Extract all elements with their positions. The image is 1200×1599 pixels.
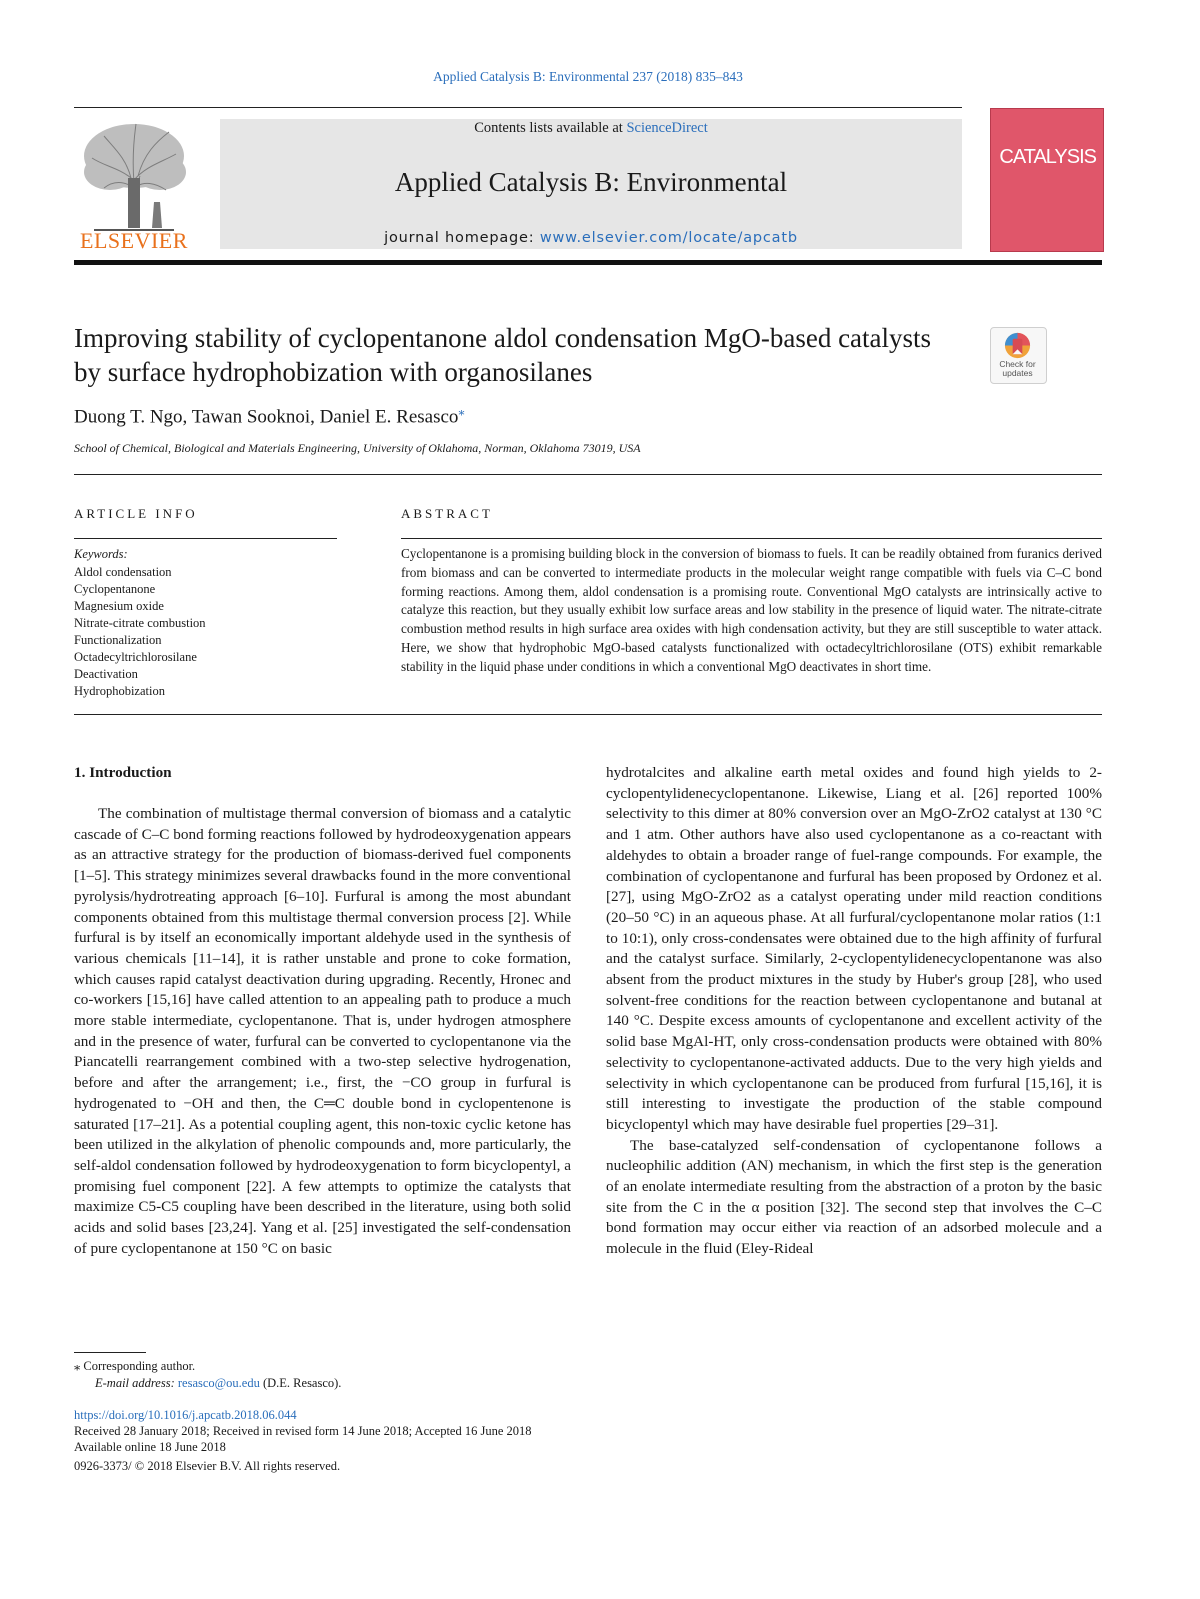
header-bottom-rule: [74, 260, 1102, 265]
corresponding-author-link[interactable]: ⁎: [458, 404, 465, 418]
email-note: [95, 1376, 341, 1391]
affiliation: School of Chemical, Biological and Materials Engineering, University of Oklahoma, Norman, Oklahoma 73019, USA: [74, 441, 641, 455]
article-info-heading: ARTICLE INFO: [74, 506, 198, 521]
keywords-list: [74, 564, 206, 700]
available-online-date: Available online 18 June 2018: [74, 1439, 226, 1454]
keyword: Cyclopentanone: [74, 582, 156, 596]
contents-prefix: Contents lists available at: [474, 120, 627, 136]
check-for-updates-label: Check for updates: [999, 359, 1036, 378]
keyword: Hydrophobization: [74, 684, 165, 698]
copyright-notice: 0926-3373/ © 2018 Elsevier B.V. All rights reserved.: [74, 1459, 341, 1473]
homepage-link[interactable]: www.elsevier.com/locate/apcatb: [539, 230, 798, 246]
article-title: Improving stability of cyclopentanone aldol condensation MgO-based catalysts by surface hydrophobization with organosilanes: [74, 323, 932, 387]
doi-link[interactable]: https://doi.org/10.1016/j.apcatb.2018.06.044: [74, 1408, 297, 1422]
body-paragraph: The combination of multistage thermal conversion of biomass and a catalytic cascade of C–C bond forming reactions followed by hydrodeoxygenation appears as an attractive strategy for the production of biomass-derived fuel components [1–5]. This strategy minimizes several drawbacks found in the more conventional pyrolysis/hydrotreating approach [6–10]. Furfural is among the most abundant components obtained from this multistage thermal conversion process [2]. While furfural is by itself an economically important aldehyde used in the synthesis of various chemicals [11–14], it is rather unstable and prone to coke formation, which causes rapid catalyst deactivation during upgrading. Recently, Hronec and co-workers [15,16] have called attention to an appealing path to produce a much more stable intermediate, cyclopentanone. That is, under hydrogen atmosphere and in the presence of water, furfural can be converted to cyclopentanone via the Piancatelli rearrangement combined with a two-step selective hydrogenation, before and after the arrangement; i.e., first, the −CO group in furfural is hydrogenated to −OH and then, the C═C double bond in cyclopentenone is saturated [17–21]. As a potential coupling agent, this non-toxic cyclic ketone has been utilized in the alkylation of phenolic compounds and, more particularly, the self-aldol condensation followed by hydrodeoxygenation to form bicyclopentyl, a promising fuel component [22]. A few attempts to optimize the catalysts that maximize C5-C5 coupling have been described in the literature, using both solid acids and solid bases [23,24]. Yang et al. [25] investigated the self-condensation of pure cyclopentanone at 150 °C on basic: [74, 805, 571, 1257]
divider: [74, 714, 1102, 715]
journal-cover-thumbnail[interactable]: [990, 108, 1104, 252]
email-owner: (D.E. Resasco).: [259, 1376, 342, 1390]
divider: [401, 538, 1102, 539]
corresponding-author-note: ⁎ Corresponding author.: [74, 1359, 196, 1373]
keyword: Octadecyltrichlorosilane: [74, 650, 197, 664]
sciencedirect-link[interactable]: ScienceDirect: [626, 120, 708, 136]
keyword: Magnesium oxide: [74, 599, 164, 613]
section-heading-introduction: 1. Introduction: [74, 764, 172, 781]
keyword: Aldol condensation: [74, 565, 172, 579]
abstract-heading: ABSTRACT: [401, 506, 493, 521]
email-link[interactable]: resasco@ou.edu: [177, 1376, 260, 1390]
journal-citation[interactable]: Applied Catalysis B: Environmental 237 (2018) 835–843: [433, 69, 743, 84]
body-column-left: [74, 804, 571, 1259]
body-paragraph: The base-catalyzed self-condensation of cyclopentanone follows a nucleophilic addition (AN) mechanism, in which the first step is the generation of an enolate intermediate resulting from the abstraction of a proton by the basic site from the C in the α position [32]. The second step that involves the C–C bond formation may occur either via reaction of an adsorbed molecule and a molecule in the fluid (Eley-Rideal: [606, 1136, 1102, 1258]
homepage-line: [220, 230, 962, 246]
body-paragraph: hydrotalcites and alkaline earth metal oxides and found high yields to 2-cyclopentylidenecyclopentanone. Likewise, Liang et al. [26] reported 100% selectivity to this dimer at 80% conversion over an MgO-ZrO2 catalyst at 130 °C and 1 atm. Other authors have also used cyclopentanone as a co-reactant with aldehydes to obtain a broader range of fuel-range compounds. For example, the combination of cyclopentanone and furfural has been proposed by Ordonez et al. [27], using MgO-ZrO2 as a catalyst operating under mild reaction conditions (20–50 °C) in an aqueous phase. At all furfural/cyclopentanone molar ratios (1:1 to 10:1), only cross-condensates were obtained due to the high affinity of furfural and the catalyst surface. Similarly, 2-cyclopentylidenecyclopentanone was also absent from the product mixtures in the study by Huber's group [28], who used solvent-free conditions for the reaction between cyclopentanone and butanal at 140 °C. Despite excess amounts of cyclopentanone and excellent activity of the solid base MgAl-HT, only cross-condensation products were obtained with 80% selectivity to cyclopentanone-activated adducts. Due to the very high yields and selectivity in which cyclopentanone can be produced from furfural [15,16], it is still interesting to investigate the production of the stable compound bicyclopentyl which may have desirable fuel properties [29–31].: [606, 764, 1102, 1133]
crossmark-icon: [1003, 331, 1032, 360]
journal-title: Applied Catalysis B: Environmental: [394, 167, 788, 197]
contents-line: [220, 120, 962, 137]
email-label: E-mail address:: [95, 1376, 178, 1390]
author-list: [74, 404, 464, 428]
keyword: Deactivation: [74, 667, 138, 681]
header-top-rule: [74, 107, 962, 108]
received-dates: Received 28 January 2018; Received in revised form 14 June 2018; Accepted 16 June 2018: [74, 1424, 532, 1438]
publisher-wordmark[interactable]: ELSEVIER: [80, 228, 188, 253]
abstract-text: Cyclopentanone is a promising building block in the conversion of biomass to fuels. It can be readily obtained from furanics derived from biomass and can be converted to intermediate products in the molecular weight range compatible with fuels via C–C bond forming reactions. Among them, aldol condensation is a promising route. Conventional MgO catalysts are intrinsically active to catalyze this reaction, but they usually exhibit low surface areas and low stability in the presence of liquid water. The nitrate-citrate combustion method results in high surface area oxides with high condensation activity, but they are still susceptible to water attack. Here, we show that hydrophobic MgO-based catalysts functionalized with octadecyltrichlorosilane (OTS) exhibit remarkable stability in the liquid phase under conditions in which a conventional MgO deactivates in short time.: [401, 546, 1102, 674]
keyword: Nitrate-citrate combustion: [74, 616, 206, 630]
authors-text: Duong T. Ngo, Tawan Sooknoi, Daniel E. Resasco: [74, 406, 459, 428]
keywords-label: Keywords:: [74, 547, 128, 561]
body-column-right: [606, 763, 1102, 1260]
article-dates: [74, 1424, 532, 1455]
cover-title: CATALYSIS: [999, 146, 1096, 168]
homepage-prefix: journal homepage:: [384, 230, 540, 246]
footnote-rule: [74, 1352, 146, 1353]
divider: [74, 474, 1102, 475]
keyword: Functionalization: [74, 633, 162, 647]
divider: [74, 538, 337, 539]
